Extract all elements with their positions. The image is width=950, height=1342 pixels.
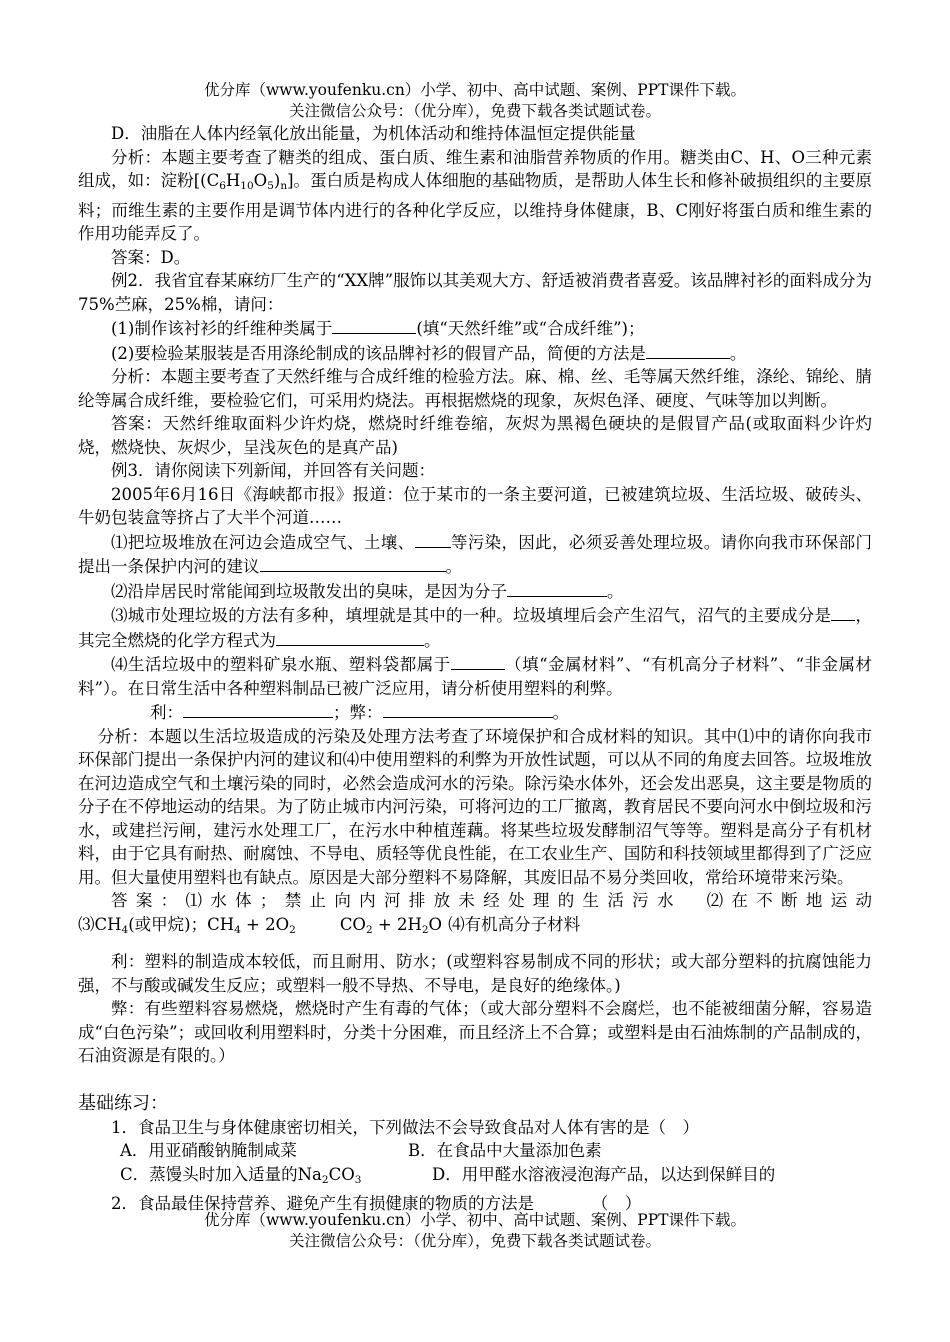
ex3-analysis: 分析：本题以生活垃圾造成的污染及处理方法考查了环境保护和合成材料的知识。其中⑴中的请你向我市环保部门提出一条保护内河的建议和⑷中使用塑料的利弊为开放性试题，可以从不同的角度去回答。垃圾堆放在河边造成空气和土壤污染的同时，必然会造成河水的污染。除污染水体外，还会发出恶臭，这主要是物质的分子在不停地运动的结果。为了防止城市内河污染，可将河边的工厂撤离，教育居民不要向河水中倒垃圾和污水，或建拦污闸，建污水处理工厂，在污水中种植莲藕。将某些垃圾发酵制沼气等等。塑料是高分子有机材料，由于它具有耐热、耐腐蚀、不导电、质轻等优良性能，在工农业生产、国防和科技领域里都得到了广泛应用。但大量使用塑料也有缺点。原因是大部分塑料不易降解，其废旧品不易分类回收，常给环境带来污染。 [78,726,872,887]
formula-paren: ) [273,171,281,190]
ex3-q4-pros-cons [78,700,872,725]
ex3-q1-blank-2[interactable] [260,554,446,572]
ex1-analysis [78,146,872,246]
ex3-pros: 利：塑料的制造成本较低，而且耐用、防水；(或塑料容易制成不同的形状；或大部分塑料的抗腐蚀能力强，不与酸或碱发生反应；或塑料一般不导热、不导电，是良好的绝缘体。) [78,952,872,995]
header-line-2: 关注微信公众号：（优分库），免费下载各类试题试卷。 [288,102,661,120]
ans-q4: ⑷有机高分子材料 [448,914,581,934]
formula-o: O [253,171,268,190]
ans-o2: + 2O [240,914,290,934]
option-c-sub-2: 2 [321,1173,329,1186]
ex3-question-4 [78,652,872,700]
ex3-q2-text: ⑵沿岸居民时常能闻到垃圾散发出的臭味，是因为分子 [111,581,507,601]
option-b: B．在食品中大量添加色素 [408,1141,602,1160]
sub-n: n [280,180,288,192]
practice-q1-options-cd [78,1163,872,1193]
practice-title: 基础练习： [78,1092,168,1114]
option-a: A．用亚硝酸钠腌制咸菜 [120,1141,297,1160]
ans-sub-2b: 2 [365,923,373,936]
pros-blank[interactable] [183,700,333,718]
sub-5: 5 [267,180,274,192]
ex3-answer-line-1: 答案：⑴水体；禁止向内河排放未经处理的生活污水 ⑵在不断地运动 [111,891,872,910]
ex3-q1-text-a: ⑴把垃圾堆放在河边会造成空气、土壤、 [111,532,415,552]
ans-h: + 2H [372,914,422,934]
ex3-q3-end: 。 [424,630,441,650]
ex3-cons: 弊：有些塑料容易燃烧，燃烧时产生有毒的气体；（或大部分塑料不会腐烂，也不能被细菌分解，容易造成“白色污染”；或回收利用塑料时，分类十分困难，而且经济上不合算；或塑料是由石油炼制的产品制成的，石油资源是有限的。） [78,999,872,1065]
ans-sub-2a: 2 [289,923,296,936]
ex3-question-3 [78,603,872,652]
option-d: D．用甲醛水溶液浸泡海产品，以达到保鲜目的 [432,1164,776,1184]
cons-end: 。 [552,703,569,722]
ex3-question-1 [78,530,872,579]
ex2-q1-text: (1)制作该衬衫的纤维种类属于 [111,319,333,338]
ex3-q2-end: 。 [607,581,624,601]
ex2-q2-text: (2)要检验某服装是否用涤纶制成的该品牌衬衫的假冒产品，简便的方法是 [111,343,646,363]
ex2-answer: 答案：天然纤维取面料少许灼烧，燃烧时纤维卷缩，灰烬为黑褐色硬块的是假冒产品(或取面料少许灼烧，燃烧快、灰烬少，呈浅灰色的是真产品) [78,414,872,457]
ex3-question-2 [78,579,872,604]
ex1-answer: 答案：D。 [111,247,191,267]
ex2-intro: 例2．我省宜春某麻纺厂生产的“XX牌”服饰以其美观大方、舒适被消费者喜爱。该品牌衬衫的面料成分为75%苎麻，25%棉，请问： [78,271,872,314]
ex3-q1-end: 。 [445,557,462,576]
ex3-q1-text-b: 等污染，因此，必须妥善处理垃圾。请你向我市环保部门提出一条保护内河的建议 [78,532,873,576]
ex3-q3-blank-2[interactable] [276,628,424,646]
option-c-text: C．蒸馒头时加入适量的Na [120,1164,322,1184]
ex2-q2-blank[interactable] [646,341,730,359]
ex3-q3-text-b: ，其完全燃烧的化学方程式为 [78,606,872,650]
ex2-analysis: 分析：本题主要考查了天然纤维与合成纤维的检验方法。麻、棉、丝、毛等属天然纤维，涤纶、锦纶、腈纶等属合成纤维，要检验它们，可采用灼烧法。再根据燃烧的现象，灰烬色泽、硬度、气味等加以判断。 [78,367,872,410]
ex3-q3-text-a: ⑶城市处理垃圾的方法有多种，填埋就是其中的一种。垃圾填埋后会产生沼气，沼气的主要成分是 [111,606,832,625]
cons-blank[interactable] [383,700,553,718]
footer-line-2: 关注微信公众号：（优分库），免费下载各类试题试卷。 [288,1232,661,1250]
ex2-question-2 [78,341,872,366]
ans-sub-4a: 4 [121,923,129,936]
ex1-option-d: D．油脂在人体内经氧化放出能量，为机体活动和维持体温恒定提供能量 [111,124,636,143]
option-c [120,1163,432,1193]
option-c-co: CO [328,1164,355,1184]
ex1-analysis-text-a: 分析：本题主要考查了糖类的组成、蛋白质、维生素和油脂营养物质的作用。糖类由C、H、O三种元素组成，如：淀粉[(C [78,147,872,190]
ans-ch: ⑶CH [78,914,122,934]
header-line-1: 优分库（www.youfenku.cn）小学、初中、高中试题、案例、PPT课件下载。 [203,81,747,99]
pros-label: 利： [150,703,183,722]
ex3-q1-blank-1[interactable] [415,530,451,548]
ex3-news: 2005年6月16日《海峡都市报》报道：位于某市的一条主要河道，已被建筑垃圾、生活垃圾、破砖头、牛奶包装盒等挤占了大半个河道…… [78,484,872,527]
page-footer [78,1210,872,1252]
practice-q1: 1．食品卫生与身体健康密切相关，下列做法不会导致食品对人体有害的是（ ） [111,1117,699,1137]
ans-co: CO [339,914,366,934]
ex2-q1-blank[interactable] [332,316,416,334]
sub-10: 10 [240,180,254,192]
ex3-answer-line-2 [78,913,872,943]
ex3-intro: 例3．请你阅读下列新闻，并回答有关问题： [111,461,435,480]
ex2-q1-hint: (填“天然纤维”或“合成纤维”)； [416,319,645,338]
ans-o: O [428,914,443,934]
document-page [78,0,872,1216]
ex2-q2-end: 。 [729,343,747,363]
cons-label: ；弊： [333,703,383,722]
ex3-q4-text-a: ⑷生活垃圾中的塑料矿泉水瓶、塑料袋都属于 [111,655,451,674]
formula-h: H [225,171,241,190]
ex2-question-1 [78,316,872,341]
footer-line-1: 优分库（www.youfenku.cn）小学、初中、高中试题、案例、PPT课件下载。 [203,1211,747,1229]
practice-q2: 2．食品最佳保持营养、避免产生有损健康的物质的方法是 （ ） [111,1194,642,1213]
ex3-q3-blank-1[interactable] [831,603,855,621]
ans-sub-2c: 2 [421,923,429,936]
practice-q1-options-ab [78,1139,872,1163]
ex3-q4-blank[interactable] [451,652,505,670]
ex1-analysis-text-b: ]。蛋白质是构成人体细胞的基础物质，是帮助人体生长和修补破损组织的主要原料；而维生素的主要作用是调节体内进行的各种化学反应，以维持身体健康，B、C刚好将蛋白质和维生素的作用功能弄反了。 [78,171,873,243]
option-c-sub-3: 3 [354,1173,362,1186]
ex3-q4-text-b: （填“金属材料”、“有机高分子材料”、“非金属材料”）。在日常生活中各种塑料制品已被广泛应用，请分析使用塑料的利弊。 [78,655,872,698]
ex3-q2-blank[interactable] [507,579,607,597]
sub-6: 6 [219,180,226,192]
ans-sub-4b: 4 [234,923,241,936]
ans-methane: (或甲烷)；CH [128,914,235,934]
